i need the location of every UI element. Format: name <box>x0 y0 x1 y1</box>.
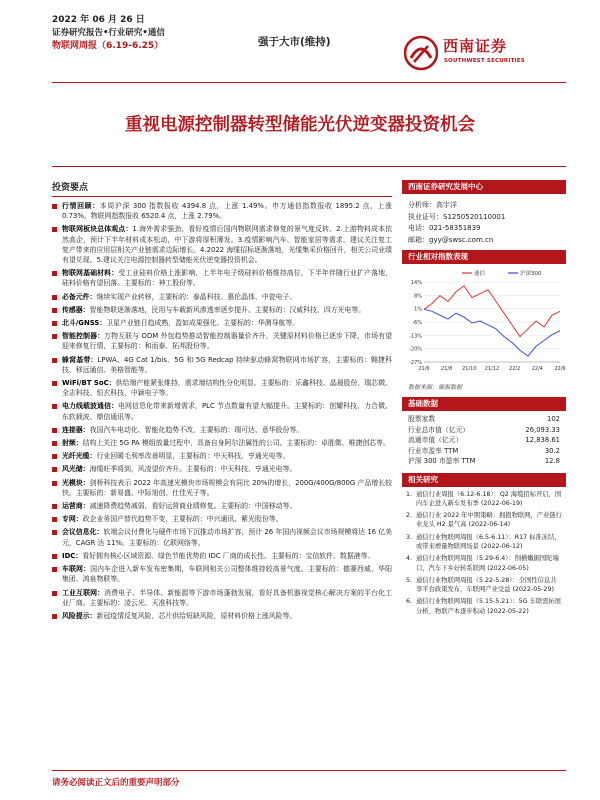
investment-summary <box>52 180 392 624</box>
summary-bullet <box>52 292 392 302</box>
bullet-text: 剑桥科技表示 2022 年高速光模块市场规模会有同比 20%的增长，200G/400G/800G 产品增长较快。主要标的：新易盛、中际旭创、仕佳光子等。 <box>62 478 393 497</box>
report-weekly: 物联网周报（6.19-6.25） <box>52 41 164 51</box>
related-number: 6. <box>406 598 413 606</box>
related-item[interactable] <box>406 597 562 616</box>
related-number: 1. <box>406 490 413 498</box>
related-text: 通信行业周报（6.12-6.18）：Q2 海缆招标开启，国内车企进入新车发布季 (2022-06-19) <box>416 490 562 507</box>
summary-rule <box>52 196 392 197</box>
bullet-text: 万物互联与 ODM 外包趋势推动智能控制器量价齐升，关键原材料价格已逐步下降，市场有望迎来修复行情，主要标的：和而泰、拓邦股份等。 <box>62 332 393 351</box>
related-item[interactable] <box>406 576 562 595</box>
title-rule <box>52 166 566 167</box>
bullet-text: 国内车企进入新车发布密集期，车联网相关公司整体维持较高景气度。主要标的：德赛西威、华阳集团、鸿泉物联等。 <box>62 565 393 584</box>
company-logo <box>404 32 554 74</box>
related-list <box>402 487 566 623</box>
bullet-key: 传感器： <box>62 305 90 314</box>
key-data-table <box>402 411 566 473</box>
bullet-key: 物联网板块总体观点： <box>62 225 133 234</box>
bullet-text: 减速降费趋势减弱，看好运营商业绩修复。主要标的：中国移动等。 <box>89 502 297 511</box>
related-text: 通信行业物联网周报（6.5-6.11）：R17 标准冻结，或带来增量物联网场景 (2022-06-12) <box>416 533 561 550</box>
report-date: 2022 年 06 月 26 日 <box>52 15 145 25</box>
disclaimer-footer: 请务必阅读正文后的重要声明部分 <box>52 778 180 788</box>
summary-bullet <box>52 527 392 547</box>
footer-rule <box>52 770 566 771</box>
chart-ytick-label: 1% <box>414 306 422 313</box>
related-title: 相关研究 <box>402 473 566 487</box>
bullet-key: 物联网基础材料： <box>62 269 119 278</box>
key-data-title: 基础数据 <box>402 397 566 411</box>
bullet-text: 政企业务国产替代趋势不变，主要标的：中兴通讯、紫光股份等。 <box>82 515 283 524</box>
key-row: 股票家数 102 <box>408 415 560 423</box>
logo-emblem-icon <box>404 34 438 72</box>
summary-heading: 投资要点 <box>52 183 89 193</box>
report-category: 证券研究报告•行业研究•通信 <box>52 28 165 38</box>
related-text: 通信行业物联网周报（5.29-6.4）：削横嫩掘国陀端口，汽车下乡好转系联网 (2022-06-05) <box>416 555 559 572</box>
chart-title: 行业相对指数表现 <box>402 250 566 264</box>
summary-bullet <box>52 305 392 315</box>
report-title: 重视电源控制器转型储能光伏逆变器投资机会 <box>125 115 475 135</box>
summary-bullet <box>52 378 392 398</box>
bullet-text: 新冠疫情反复风险，芯片供给短缺风险，原材料价格上涨风险等。 <box>96 611 297 620</box>
summary-bullet <box>52 588 392 608</box>
key-row: 流通市值（亿元） 12,838.61 <box>408 436 560 444</box>
summary-bullet <box>52 401 392 421</box>
related-item[interactable] <box>406 511 562 530</box>
summary-bullet <box>52 224 392 265</box>
related-text: 通信行业物联网周报（5.15-5.21）：5G 车联需拓展分析、物联产本逐步积动 (2022-05-22) <box>416 598 562 615</box>
chart-xtick-label: 21/10 <box>462 366 477 372</box>
bullet-text: 看好拥有核心区域资源、绿色节能优势的 IDC 厂商的成长性。主要标的：宝信软件、数据港等。 <box>82 551 375 560</box>
bullet-text: 受工业硅料价格上涨影响，上半年电子级硅料价格维持高位，下半年伴随行业扩产落地，硅料价格有望回落。主要标的：神工股份等。 <box>62 269 393 288</box>
summary-bullet <box>52 425 392 435</box>
chart-source: 数据来源：聚源数据 <box>408 384 463 391</box>
summary-bullet <box>52 318 392 328</box>
relative-index-chart <box>402 264 566 380</box>
analyst-phone: 电话：021-58351839 <box>408 224 481 232</box>
logo-name: 西南证券 <box>443 37 508 55</box>
summary-bullet <box>52 551 392 561</box>
bullet-text: 消费电子、半导体、新能源等下游市场蓬勃发展，看好具备机器视觉核心解决方案的平台化工业厂商。主要标的：凌云光、天准科技等。 <box>62 588 393 607</box>
related-number: 4. <box>406 555 413 563</box>
bullet-text: 1.海外需求强劲，看好疫情后国内物联网需求修复的景气度反转。2.上游物料成本依然高企，预计下半年材料成本松动，中下游将厚积薄发。3.疫情影响汽车、智能家居等需求，建议关注复工复产带来的应用层相关产业链需求边际增长。4.2022 海缆招标逐渐落地，光缆集采价格回升，相关公司业绩有望兑现。5.建议关注电源控制器转型储能光伏逆变器投资机会。 <box>62 225 393 265</box>
bullet-key: 风光储： <box>62 465 90 474</box>
bullet-text: 海缆旺季将到，风凌望价齐升。主要标的：中天科技、亨通光电等。 <box>89 465 297 474</box>
related-item[interactable] <box>406 533 562 552</box>
chart-ytick-label: 8% <box>414 293 422 300</box>
bullet-key: 必备元件： <box>62 292 97 301</box>
bullet-key: 连接器： <box>62 425 90 434</box>
bullet-text: 结构上关注 5G PA 模组放量过程中，具备自身阿尔法属性的公司。主要标的：卓胜微、唯捷创芯等。 <box>82 439 390 448</box>
chart-ytick-label: -20% <box>409 346 422 353</box>
key-row: 沪深 300 市盈率 TTM 12.8 <box>408 457 560 465</box>
chart-xtick-label: 22/4 <box>531 366 543 372</box>
bullet-key: 电力线载波通信： <box>62 402 118 411</box>
chart-ytick-label: -13% <box>409 333 422 340</box>
bullet-key: WiFi/BT SoC： <box>62 379 116 388</box>
bullet-key: 车联网： <box>62 565 91 574</box>
bullet-key: 行情回顾： <box>62 202 100 210</box>
bullet-text: 软端会议付费化与硬件市场下沉推动市场扩容，预计 26 年国内视频会议市场规模将达 16 亿美元，CAGR 达 11%。主要标的：亿联网络等。 <box>62 528 393 547</box>
chart-series-line <box>424 286 560 337</box>
bullet-text: 供给端产能紧张维持，需求端结构性分化明显。主要标的：乐鑫科技、晶晨股份、瑞芯微、全志科技、恒玄科技、中颖电子等。 <box>62 379 392 398</box>
related-number: 2. <box>406 512 413 520</box>
bullet-key: 北斗/GNSS： <box>62 319 107 328</box>
chart-xtick-label: 22/2 <box>509 366 521 372</box>
summary-bullet <box>52 451 392 461</box>
summary-bullet <box>52 611 392 621</box>
summary-bullet <box>52 564 392 584</box>
bullet-text: 本周沪深 300 指数报收 4394.8 点，上涨 1.49%。申万通信指数报收 1895.2 点，上涨 0.73%。物联网指数报收 6520.4 点，上涨 2.79%。 <box>62 202 393 221</box>
chart-legend-label: 沪深300 <box>520 271 542 277</box>
bullet-text: 卫星产业链日趋成熟，盈如成果强化。主要标的：华测导航等。 <box>106 319 300 328</box>
summary-bullet <box>52 331 392 351</box>
bullet-key: 光模块： <box>62 478 90 487</box>
bullet-key: 工业互联网： <box>62 588 105 597</box>
summary-bullet <box>52 478 392 498</box>
bullet-text: 电网信息化带来新增需求，PLC 节点数量有望大幅提升。主要标的：创耀科技、力合微、东软载波、鼎信通讯等。 <box>62 402 392 421</box>
analyst-email[interactable]: 邮箱：gyy@swsc.com.cn <box>408 235 494 244</box>
related-item[interactable] <box>406 554 562 573</box>
bullet-text: 行业回暖毛利率改善明显，主要标的：中天科技、亨通光电等。 <box>96 452 290 461</box>
bullet-text: 我国汽车电动化、智能化趋势不改，主要标的：瑞可达、意华股份等。 <box>89 425 304 434</box>
chart-legend-label: 通信 <box>474 271 486 277</box>
chart-xtick-label: 21/6 <box>418 366 430 372</box>
summary-bullet <box>52 438 392 448</box>
summary-bullet <box>52 501 392 511</box>
chart-xtick-label: 21/8 <box>441 366 453 372</box>
summary-bullet <box>52 355 392 375</box>
sidebar <box>402 180 566 622</box>
summary-bullet <box>52 201 392 221</box>
bullet-text: LPWA、4G Cat 1/bis、5G 和 5G Redcap 持续驱动蜂窝物联网市场扩容，主要标的：翱捷科技、移远通信、美格智能等。 <box>62 355 392 374</box>
related-number: 3. <box>406 533 413 541</box>
summary-bullet <box>52 514 392 524</box>
chart-xtick-label: 22/6 <box>554 366 566 372</box>
summary-bullet <box>52 464 392 474</box>
analyst-box-title: 西南证券研究发展中心 <box>402 180 566 194</box>
chart-xtick-label: 21/12 <box>484 366 500 372</box>
bullet-key: 蜂窝基带： <box>62 355 98 364</box>
chart-ytick-label: -27% <box>409 360 422 366</box>
bullet-key: 风险提示： <box>62 611 97 620</box>
header-rule <box>52 82 566 83</box>
bullet-text: 智能物联逐渐落地，民用与车载新风渗透率逐步提升。主要标的：汉威科技、四方光电等。 <box>89 305 366 314</box>
bullet-key: 运营商： <box>62 502 90 511</box>
bullet-key: IDC： <box>62 551 83 560</box>
bullet-key: 会议信息化： <box>62 528 104 537</box>
related-item[interactable] <box>406 490 562 509</box>
related-number: 5. <box>406 576 413 584</box>
related-text: 通信行业物联网周报（5.22-5.28）：全国性信息共享平台政策发布，车联网产业受益 (2022-05-29) <box>416 576 557 594</box>
analyst-name: 分析师：高宇洋 <box>408 201 457 209</box>
logo-subtitle: SOUTHWEST SECURITIES <box>444 58 525 64</box>
bullet-text: 继续实现产业转移，主要标的：泰晶科技、惠伦晶体、中瓷电子。 <box>96 292 297 301</box>
key-row: 行业总市值（亿元） 26,093.33 <box>408 425 560 434</box>
related-text: 通信行业 2022 年中期策略：拥抱物联网，产业链行业龙头 H2 景气高 (2022-06-14) <box>416 512 562 529</box>
analyst-license: 执业证号：S1250520110001 <box>408 212 506 221</box>
bullet-key: 专网： <box>62 515 83 524</box>
rating: 强于大市(维持) <box>258 36 331 48</box>
chart-svg <box>402 264 566 380</box>
chart-series-line <box>424 309 560 356</box>
bullet-key: 射频： <box>62 439 83 448</box>
summary-bullets <box>52 201 392 621</box>
report-header <box>52 14 165 53</box>
bullet-key: 智能控制器： <box>62 332 105 341</box>
chart-ytick-label: 14% <box>410 280 422 286</box>
bullet-key: 光纤光缆： <box>62 452 97 461</box>
summary-bullet <box>52 268 392 288</box>
analyst-info <box>402 194 566 250</box>
key-row: 行业市盈率 TTM 30.2 <box>408 446 560 455</box>
chart-ytick-label: -6% <box>412 320 422 326</box>
